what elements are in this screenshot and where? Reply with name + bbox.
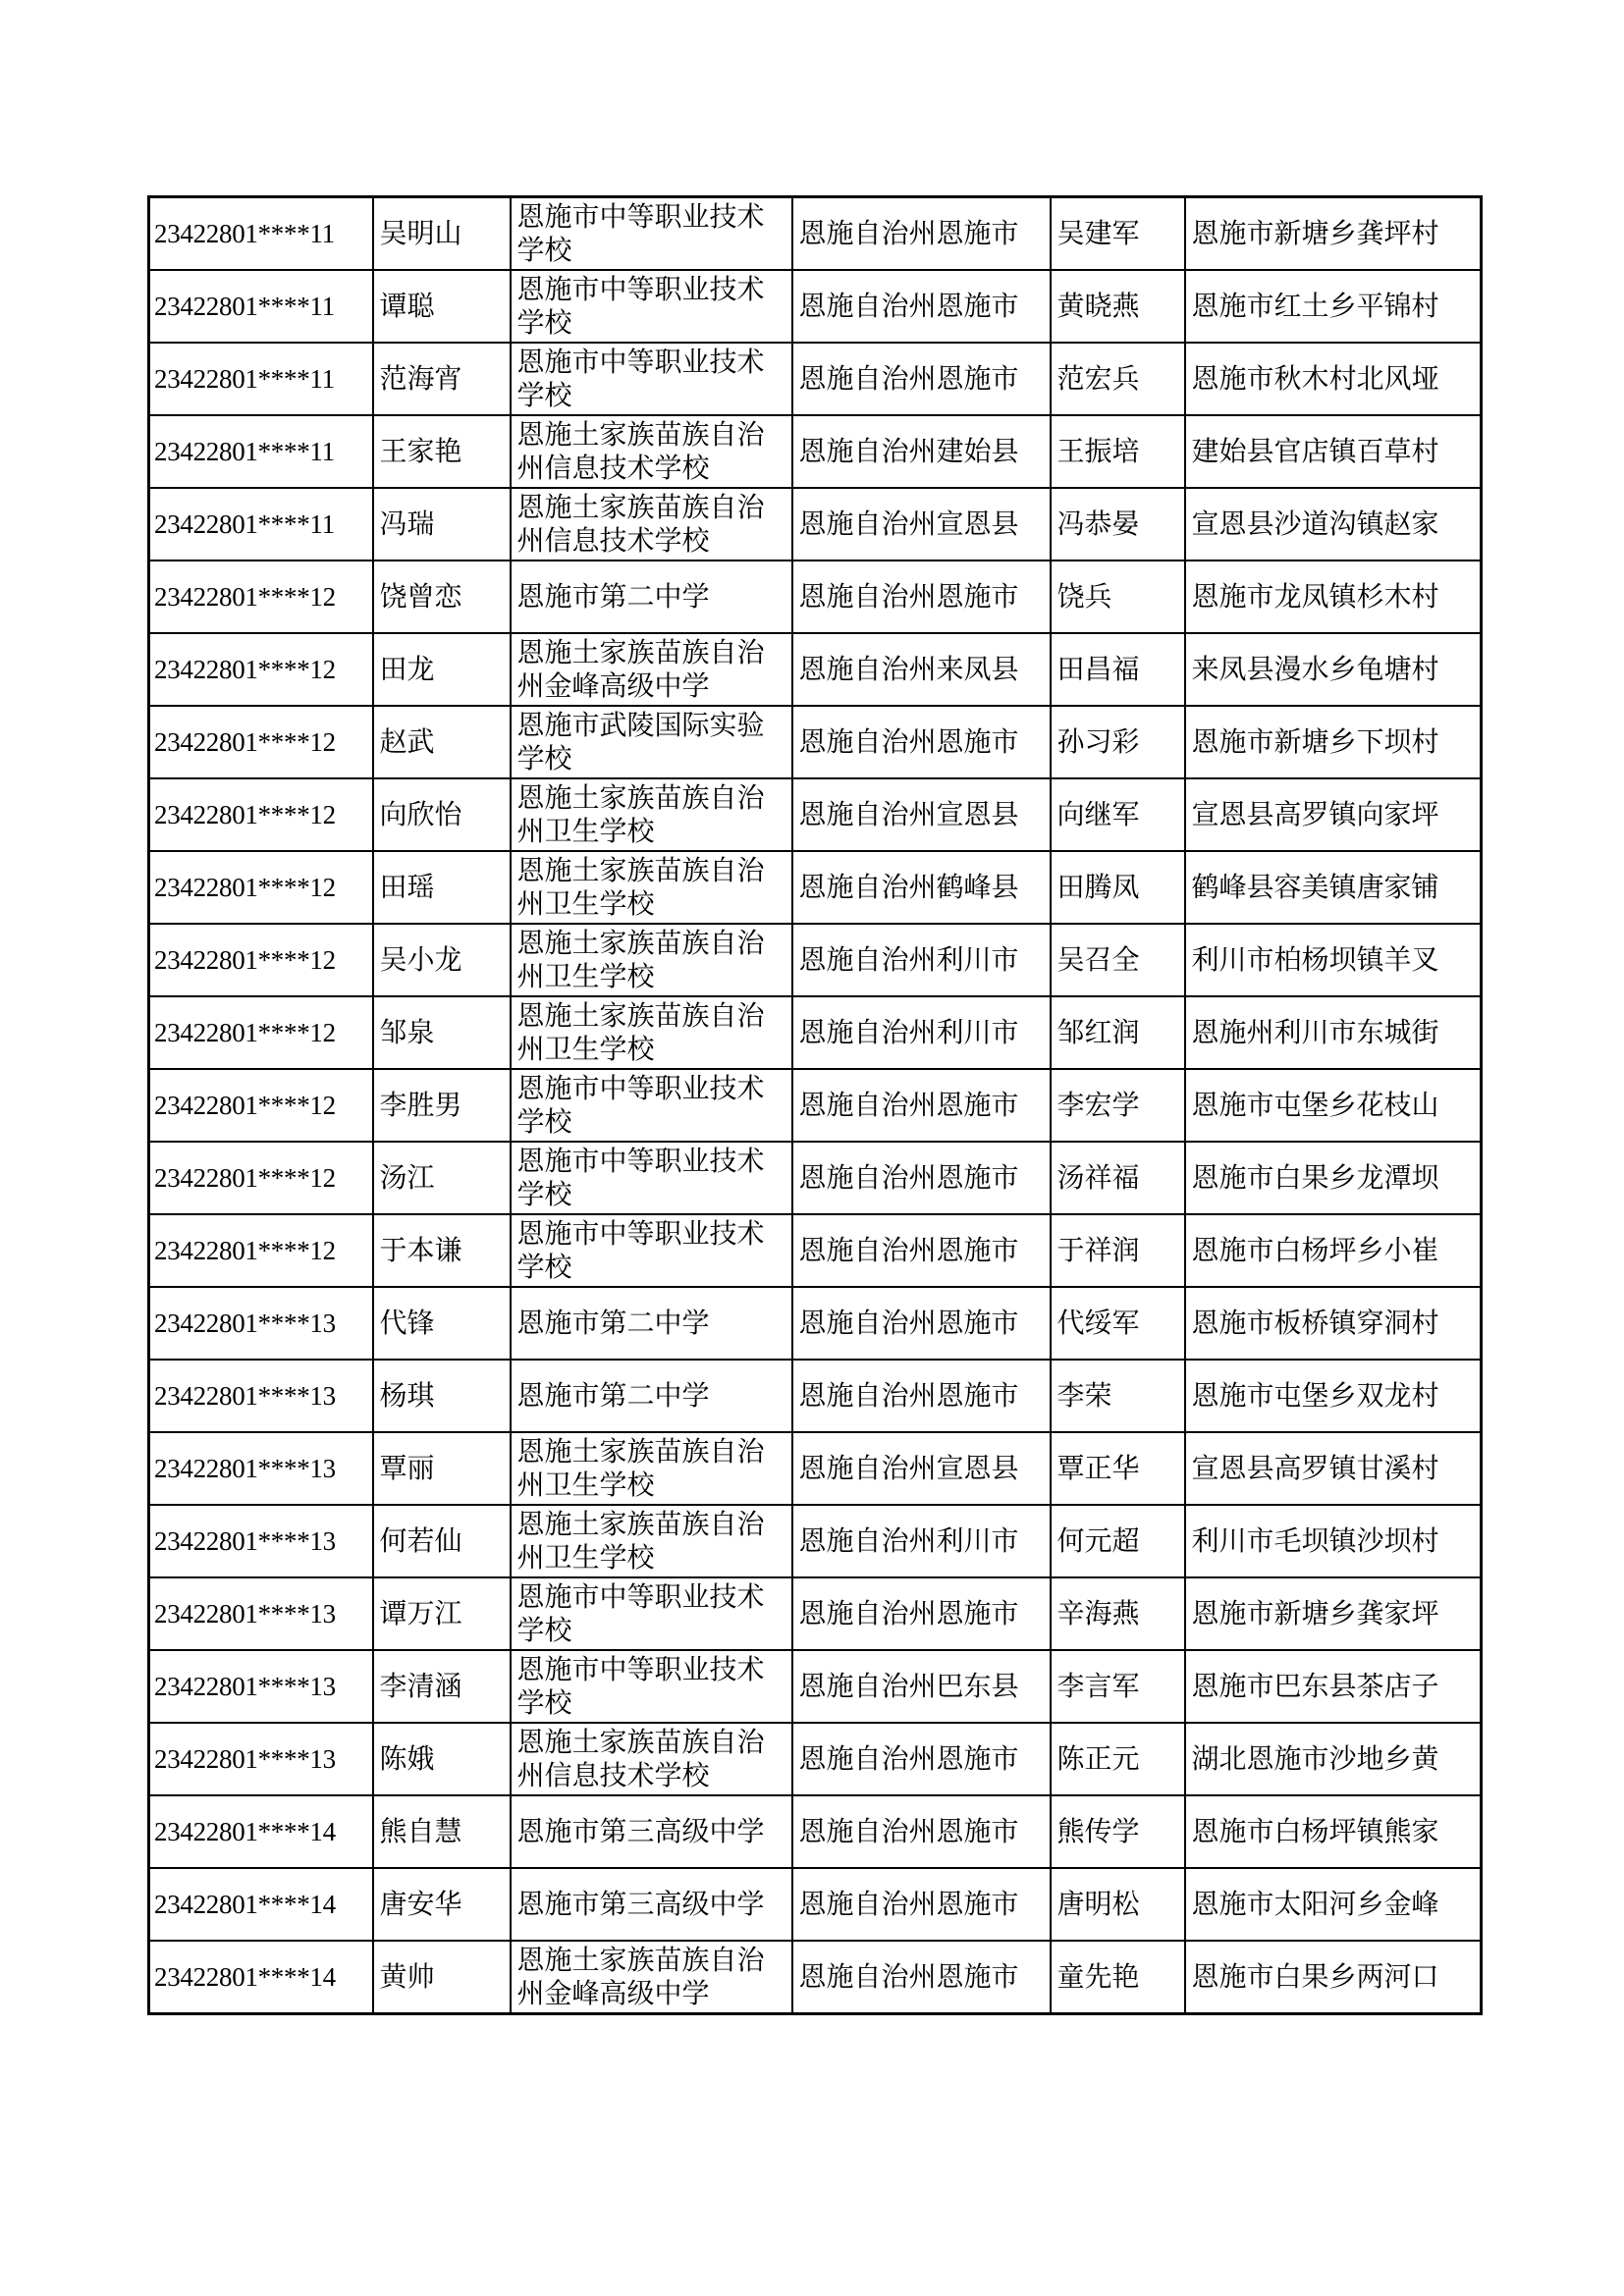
school-cell: 恩施市第二中学 [511, 1287, 792, 1360]
guardian-cell: 向继军 [1051, 778, 1185, 851]
table-row [149, 1069, 1482, 1142]
student-name-cell: 范海宵 [373, 343, 511, 415]
address-cell: 宣恩县沙道沟镇赵家 [1185, 488, 1482, 561]
student-id-cell: 23422801****13 [149, 1360, 373, 1432]
address-cell: 宣恩县高罗镇向家坪 [1185, 778, 1482, 851]
student-id-cell: 23422801****14 [149, 1795, 373, 1868]
region-cell: 恩施自治州建始县 [792, 415, 1051, 488]
guardian-cell: 范宏兵 [1051, 343, 1185, 415]
region-cell: 恩施自治州恩施市 [792, 270, 1051, 343]
student-name-cell: 吴小龙 [373, 924, 511, 996]
student-name-cell: 冯瑞 [373, 488, 511, 561]
address-cell: 恩施市屯堡乡双龙村 [1185, 1360, 1482, 1432]
school-cell: 恩施土家族苗族自治州信息技术学校 [511, 415, 792, 488]
table-row [149, 924, 1482, 996]
address-cell: 恩施州利川市东城街 [1185, 996, 1482, 1069]
student-id-cell: 23422801****12 [149, 633, 373, 706]
student-name-cell: 唐安华 [373, 1868, 511, 1941]
table-row [149, 343, 1482, 415]
table-row [149, 270, 1482, 343]
student-name-cell: 谭聪 [373, 270, 511, 343]
table-row [149, 996, 1482, 1069]
school-cell: 恩施市第三高级中学 [511, 1795, 792, 1868]
table-row [149, 1650, 1482, 1723]
student-name-cell: 杨琪 [373, 1360, 511, 1432]
address-cell: 恩施市红土乡平锦村 [1185, 270, 1482, 343]
guardian-cell: 田昌福 [1051, 633, 1185, 706]
region-cell: 恩施自治州来凤县 [792, 633, 1051, 706]
student-name-cell: 黄帅 [373, 1941, 511, 2014]
student-name-cell: 李胜男 [373, 1069, 511, 1142]
region-cell: 恩施自治州恩施市 [792, 1868, 1051, 1941]
address-cell: 利川市毛坝镇沙坝村 [1185, 1505, 1482, 1577]
school-cell: 恩施土家族苗族自治州卫生学校 [511, 1505, 792, 1577]
student-name-cell: 代锋 [373, 1287, 511, 1360]
school-cell: 恩施市第二中学 [511, 561, 792, 633]
guardian-cell: 冯恭晏 [1051, 488, 1185, 561]
student-id-cell: 23422801****13 [149, 1577, 373, 1650]
student-id-cell: 23422801****12 [149, 851, 373, 924]
region-cell: 恩施自治州宣恩县 [792, 1432, 1051, 1505]
address-cell: 恩施市太阳河乡金峰 [1185, 1868, 1482, 1941]
address-cell: 恩施市新塘乡龚坪村 [1185, 197, 1482, 271]
address-cell: 恩施市屯堡乡花枝山 [1185, 1069, 1482, 1142]
address-cell: 恩施市巴东县茶店子 [1185, 1650, 1482, 1723]
student-roster-table [147, 195, 1483, 2015]
student-id-cell: 23422801****13 [149, 1287, 373, 1360]
region-cell: 恩施自治州恩施市 [792, 197, 1051, 271]
address-cell: 恩施市龙凤镇杉木村 [1185, 561, 1482, 633]
roster-body [149, 197, 1482, 2014]
region-cell: 恩施自治州恩施市 [792, 1577, 1051, 1650]
student-id-cell: 23422801****11 [149, 197, 373, 271]
student-id-cell: 23422801****11 [149, 270, 373, 343]
guardian-cell: 陈正元 [1051, 1723, 1185, 1795]
address-cell: 湖北恩施市沙地乡黄 [1185, 1723, 1482, 1795]
student-id-cell: 23422801****11 [149, 343, 373, 415]
region-cell: 恩施自治州恩施市 [792, 561, 1051, 633]
school-cell: 恩施土家族苗族自治州金峰高级中学 [511, 1941, 792, 2014]
student-id-cell: 23422801****12 [149, 561, 373, 633]
school-cell: 恩施土家族苗族自治州卫生学校 [511, 924, 792, 996]
table-row [149, 706, 1482, 778]
table-row [149, 415, 1482, 488]
address-cell: 恩施市白果乡龙潭坝 [1185, 1142, 1482, 1214]
guardian-cell: 吴建军 [1051, 197, 1185, 271]
student-name-cell: 向欣怡 [373, 778, 511, 851]
address-cell: 利川市柏杨坝镇羊叉 [1185, 924, 1482, 996]
student-id-cell: 23422801****12 [149, 778, 373, 851]
table-row [149, 1142, 1482, 1214]
address-cell: 恩施市秋木村北风垭 [1185, 343, 1482, 415]
student-id-cell: 23422801****12 [149, 706, 373, 778]
student-name-cell: 汤江 [373, 1142, 511, 1214]
table-row [149, 1795, 1482, 1868]
guardian-cell: 孙习彩 [1051, 706, 1185, 778]
region-cell: 恩施自治州巴东县 [792, 1650, 1051, 1723]
table-row [149, 1723, 1482, 1795]
table-row [149, 197, 1482, 271]
region-cell: 恩施自治州利川市 [792, 1505, 1051, 1577]
school-cell: 恩施土家族苗族自治州信息技术学校 [511, 1723, 792, 1795]
address-cell: 恩施市新塘乡下坝村 [1185, 706, 1482, 778]
guardian-cell: 熊传学 [1051, 1795, 1185, 1868]
student-id-cell: 23422801****12 [149, 924, 373, 996]
school-cell: 恩施市中等职业技术学校 [511, 1142, 792, 1214]
guardian-cell: 童先艳 [1051, 1941, 1185, 2014]
table-row [149, 1360, 1482, 1432]
guardian-cell: 田腾凤 [1051, 851, 1185, 924]
address-cell: 鹤峰县容美镇唐家铺 [1185, 851, 1482, 924]
student-name-cell: 何若仙 [373, 1505, 511, 1577]
school-cell: 恩施市中等职业技术学校 [511, 197, 792, 271]
student-name-cell: 邹泉 [373, 996, 511, 1069]
table-row [149, 1505, 1482, 1577]
table-row [149, 778, 1482, 851]
guardian-cell: 何元超 [1051, 1505, 1185, 1577]
table-row [149, 488, 1482, 561]
student-name-cell: 于本谦 [373, 1214, 511, 1287]
school-cell: 恩施土家族苗族自治州卫生学校 [511, 1432, 792, 1505]
guardian-cell: 辛海燕 [1051, 1577, 1185, 1650]
school-cell: 恩施市中等职业技术学校 [511, 1577, 792, 1650]
student-id-cell: 23422801****13 [149, 1723, 373, 1795]
school-cell: 恩施土家族苗族自治州金峰高级中学 [511, 633, 792, 706]
table-row [149, 1214, 1482, 1287]
table-row [149, 851, 1482, 924]
address-cell: 宣恩县高罗镇甘溪村 [1185, 1432, 1482, 1505]
region-cell: 恩施自治州恩施市 [792, 1360, 1051, 1432]
student-id-cell: 23422801****12 [149, 996, 373, 1069]
school-cell: 恩施市中等职业技术学校 [511, 343, 792, 415]
region-cell: 恩施自治州鹤峰县 [792, 851, 1051, 924]
address-cell: 恩施市白杨坪镇熊家 [1185, 1795, 1482, 1868]
table-row [149, 561, 1482, 633]
guardian-cell: 黄晓燕 [1051, 270, 1185, 343]
guardian-cell: 唐明松 [1051, 1868, 1185, 1941]
student-name-cell: 李清涵 [373, 1650, 511, 1723]
address-cell: 恩施市板桥镇穿洞村 [1185, 1287, 1482, 1360]
school-cell: 恩施市中等职业技术学校 [511, 1069, 792, 1142]
student-id-cell: 23422801****13 [149, 1650, 373, 1723]
guardian-cell: 邹红润 [1051, 996, 1185, 1069]
school-cell: 恩施市中等职业技术学校 [511, 1214, 792, 1287]
guardian-cell: 于祥润 [1051, 1214, 1185, 1287]
region-cell: 恩施自治州恩施市 [792, 1069, 1051, 1142]
school-cell: 恩施土家族苗族自治州卫生学校 [511, 851, 792, 924]
student-id-cell: 23422801****12 [149, 1069, 373, 1142]
student-name-cell: 谭万江 [373, 1577, 511, 1650]
address-cell: 建始县官店镇百草村 [1185, 415, 1482, 488]
school-cell: 恩施土家族苗族自治州卫生学校 [511, 996, 792, 1069]
region-cell: 恩施自治州利川市 [792, 996, 1051, 1069]
student-name-cell: 吴明山 [373, 197, 511, 271]
region-cell: 恩施自治州恩施市 [792, 1214, 1051, 1287]
region-cell: 恩施自治州恩施市 [792, 706, 1051, 778]
region-cell: 恩施自治州恩施市 [792, 1723, 1051, 1795]
student-name-cell: 饶曾恋 [373, 561, 511, 633]
school-cell: 恩施市第三高级中学 [511, 1868, 792, 1941]
guardian-cell: 李言军 [1051, 1650, 1185, 1723]
student-id-cell: 23422801****13 [149, 1432, 373, 1505]
student-id-cell: 23422801****14 [149, 1868, 373, 1941]
student-name-cell: 覃丽 [373, 1432, 511, 1505]
guardian-cell: 吴召全 [1051, 924, 1185, 996]
student-name-cell: 熊自慧 [373, 1795, 511, 1868]
table-row [149, 633, 1482, 706]
student-name-cell: 陈娥 [373, 1723, 511, 1795]
table-row [149, 1941, 1482, 2014]
table-row [149, 1432, 1482, 1505]
guardian-cell: 饶兵 [1051, 561, 1185, 633]
guardian-cell: 汤祥福 [1051, 1142, 1185, 1214]
region-cell: 恩施自治州恩施市 [792, 1287, 1051, 1360]
student-id-cell: 23422801****11 [149, 415, 373, 488]
guardian-cell: 李宏学 [1051, 1069, 1185, 1142]
region-cell: 恩施自治州宣恩县 [792, 778, 1051, 851]
student-id-cell: 23422801****13 [149, 1505, 373, 1577]
region-cell: 恩施自治州利川市 [792, 924, 1051, 996]
school-cell: 恩施土家族苗族自治州信息技术学校 [511, 488, 792, 561]
region-cell: 恩施自治州宣恩县 [792, 488, 1051, 561]
address-cell: 恩施市白果乡两河口 [1185, 1941, 1482, 2014]
student-name-cell: 田瑶 [373, 851, 511, 924]
region-cell: 恩施自治州恩施市 [792, 1941, 1051, 2014]
student-id-cell: 23422801****12 [149, 1214, 373, 1287]
school-cell: 恩施市中等职业技术学校 [511, 270, 792, 343]
address-cell: 恩施市白杨坪乡小崔 [1185, 1214, 1482, 1287]
student-id-cell: 23422801****11 [149, 488, 373, 561]
student-name-cell: 田龙 [373, 633, 511, 706]
student-name-cell: 王家艳 [373, 415, 511, 488]
address-cell: 来凤县漫水乡龟塘村 [1185, 633, 1482, 706]
address-cell: 恩施市新塘乡龚家坪 [1185, 1577, 1482, 1650]
region-cell: 恩施自治州恩施市 [792, 343, 1051, 415]
school-cell: 恩施市中等职业技术学校 [511, 1650, 792, 1723]
school-cell: 恩施土家族苗族自治州卫生学校 [511, 778, 792, 851]
guardian-cell: 代绥军 [1051, 1287, 1185, 1360]
region-cell: 恩施自治州恩施市 [792, 1795, 1051, 1868]
student-name-cell: 赵武 [373, 706, 511, 778]
school-cell: 恩施市第二中学 [511, 1360, 792, 1432]
table-row [149, 1287, 1482, 1360]
school-cell: 恩施市武陵国际实验学校 [511, 706, 792, 778]
table-row [149, 1577, 1482, 1650]
student-id-cell: 23422801****14 [149, 1941, 373, 2014]
table-row [149, 1868, 1482, 1941]
region-cell: 恩施自治州恩施市 [792, 1142, 1051, 1214]
guardian-cell: 李荣 [1051, 1360, 1185, 1432]
guardian-cell: 王振培 [1051, 415, 1185, 488]
student-id-cell: 23422801****12 [149, 1142, 373, 1214]
guardian-cell: 覃正华 [1051, 1432, 1185, 1505]
